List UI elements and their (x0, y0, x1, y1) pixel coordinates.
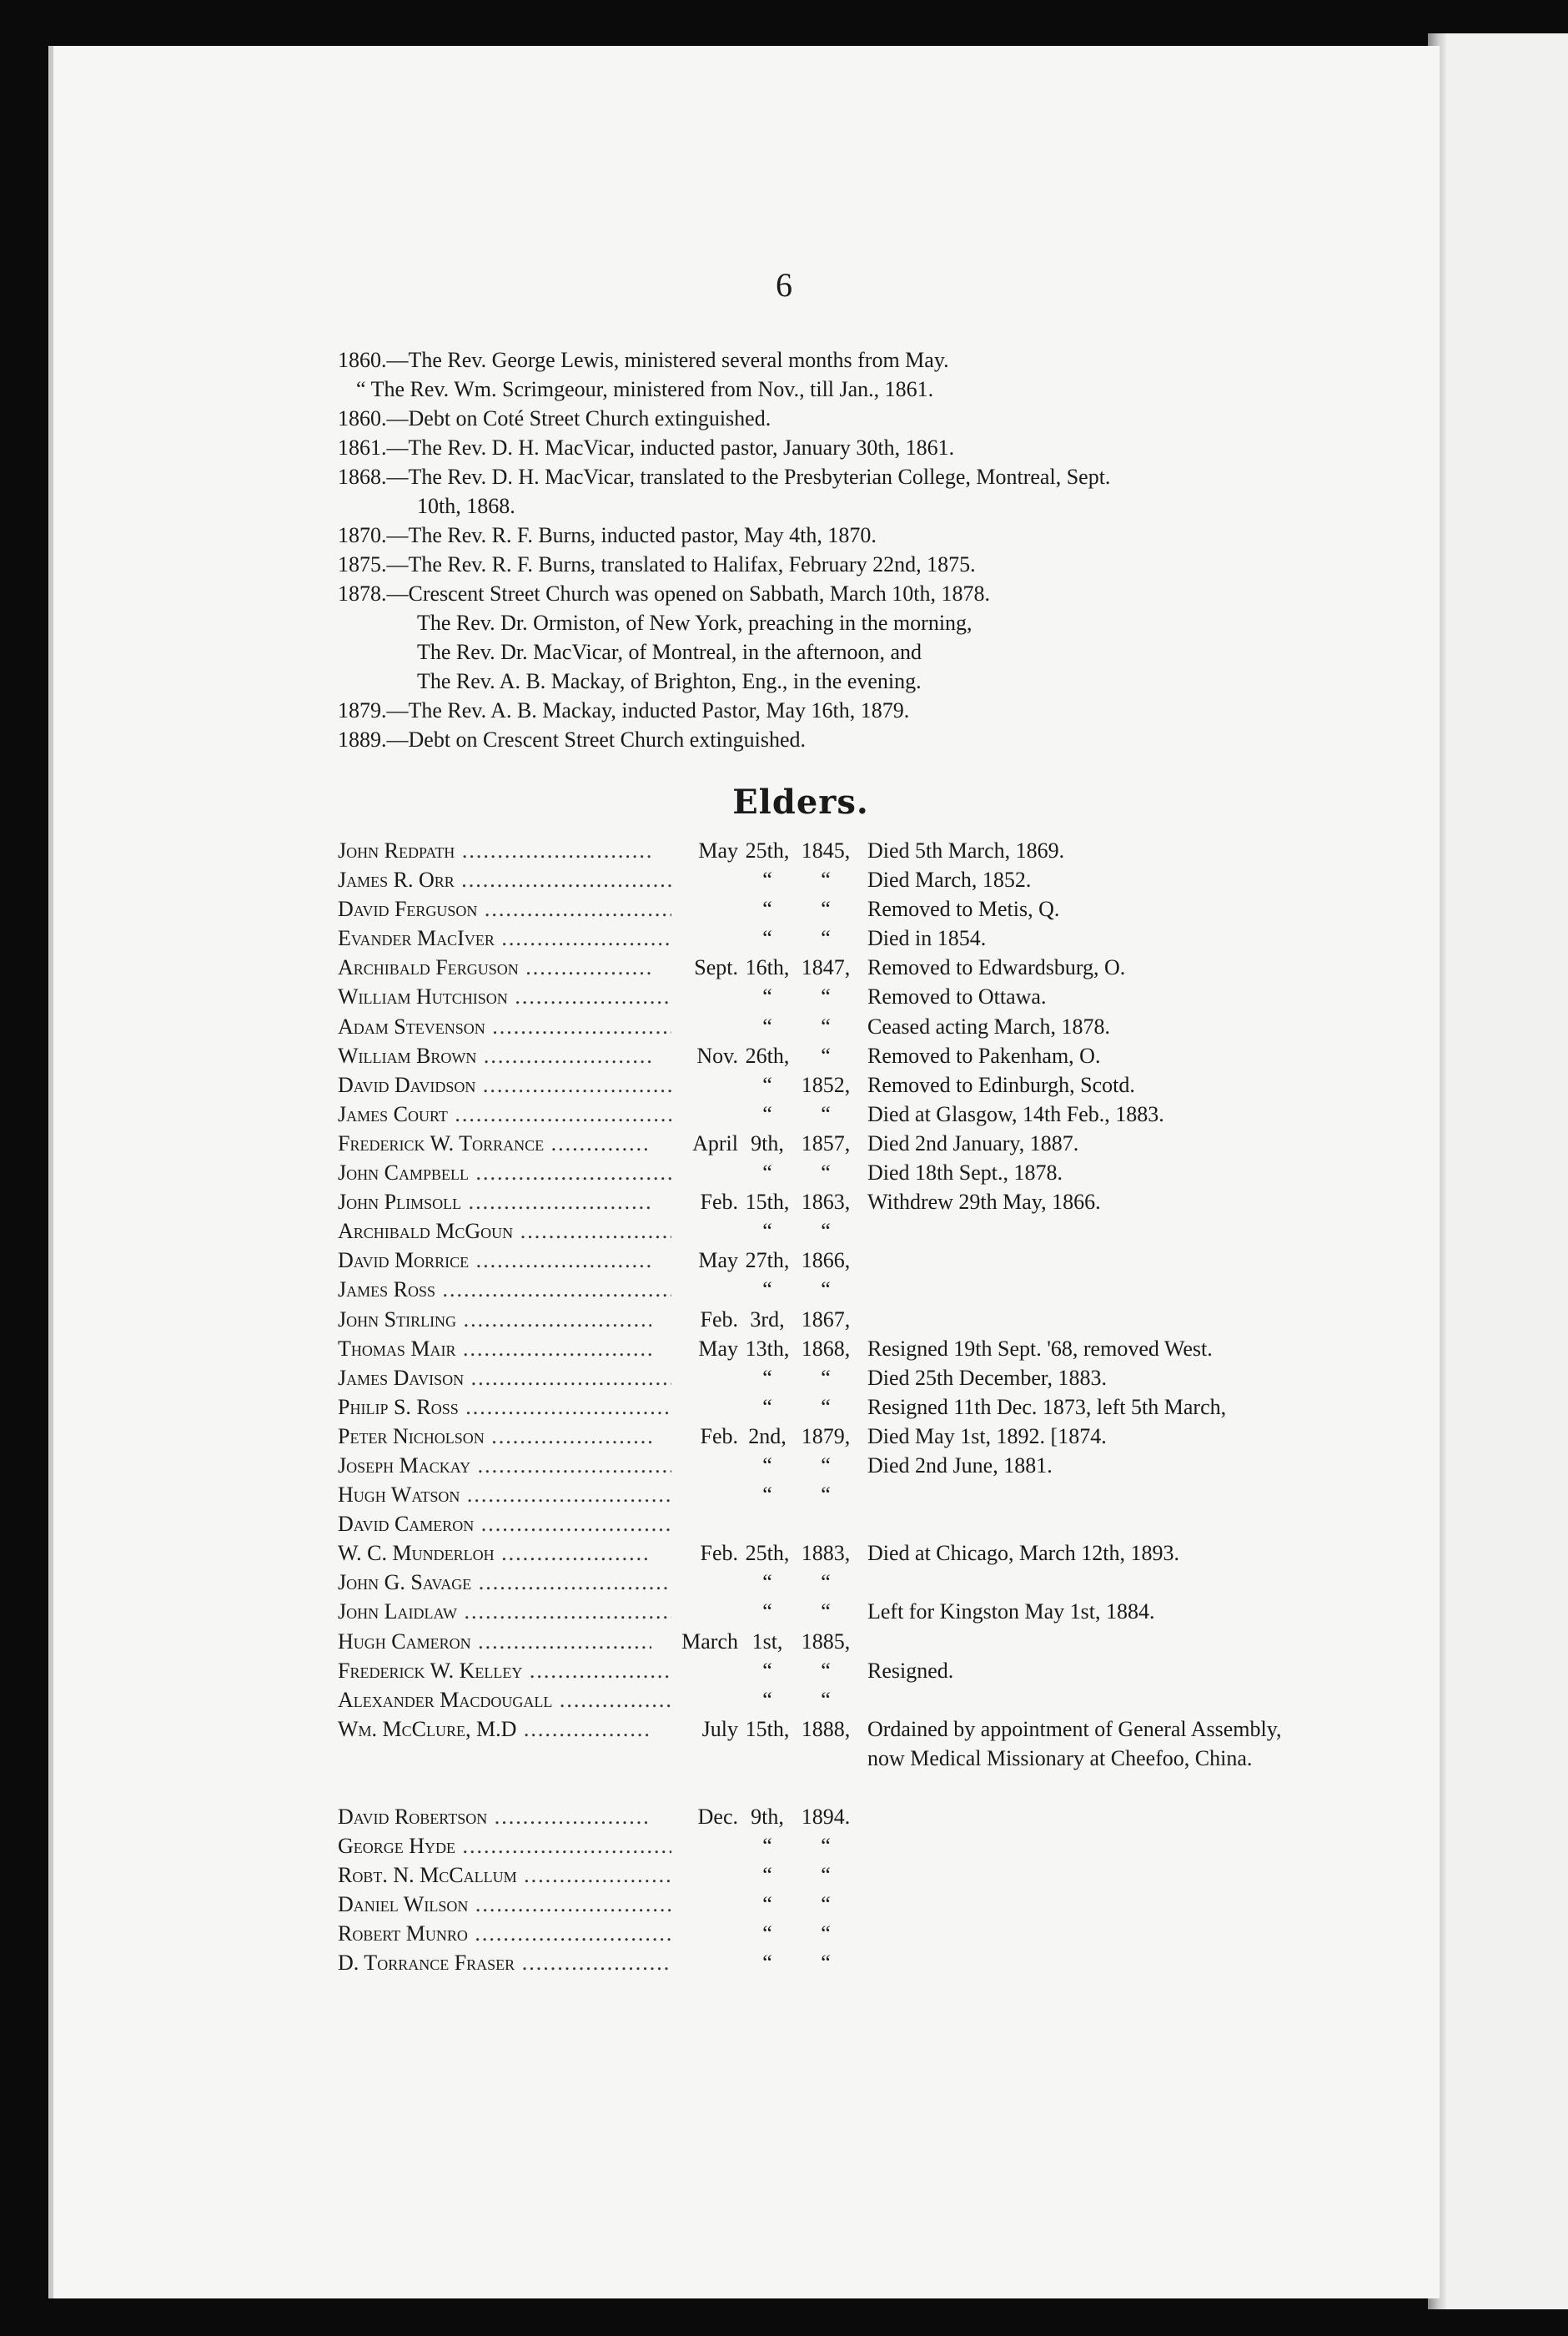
elder-name (338, 953, 671, 982)
elder-year: 1847, (801, 955, 851, 980)
elder-day: “ (762, 897, 772, 922)
elder-row (338, 1480, 1280, 1509)
elder-row (338, 1100, 1280, 1129)
elder-row (338, 1890, 1280, 1919)
elder-remark: Removed to Pakenham, O. (867, 1043, 1101, 1068)
elder-month: March (651, 1627, 738, 1656)
elder-year: 1879, (801, 1423, 851, 1448)
elder-year: “ (821, 1483, 831, 1508)
elder-year: 1852, (801, 1072, 851, 1097)
elder-remark: Died March, 1852. (867, 868, 1032, 893)
elder-day: “ (762, 1365, 772, 1390)
elder-month: Nov. (651, 1041, 738, 1070)
elder-name (338, 1627, 671, 1656)
elder-year: 1894. (801, 1804, 851, 1829)
elder-year: “ (821, 868, 831, 893)
elder-name-text: David Morrice (338, 1248, 470, 1273)
elder-year: “ (821, 1452, 831, 1478)
chronology-entry: 1889.—Debt on Crescent Street Church extinguished. (338, 727, 807, 752)
chronology-entry: 1860.—Debt on Coté Street Church extinguished. (338, 406, 771, 430)
elder-day: “ (762, 1452, 772, 1478)
elder-name (338, 1890, 671, 1919)
elder-row (338, 1246, 1280, 1275)
elder-row (338, 1656, 1280, 1685)
elder-name (338, 1363, 671, 1392)
elder-remark: Died in 1854. (867, 926, 987, 951)
elder-remark: Died at Glasgow, 14th Feb., 1883. (867, 1101, 1164, 1126)
elder-name-text: James Ross (338, 1277, 435, 1302)
elder-year: “ (821, 1160, 831, 1186)
elder-name (338, 1422, 671, 1451)
elder-year: “ (821, 1394, 831, 1419)
elder-day: “ (762, 1921, 772, 1946)
elder-name-text: Alexander Macdougall (338, 1687, 553, 1712)
elder-day: 15th, (745, 1190, 790, 1215)
elder-name (338, 1714, 671, 1744)
elder-name (338, 1860, 671, 1890)
elder-remark: Resigned. (867, 1658, 954, 1683)
elder-name-text: John Laidlaw (338, 1599, 458, 1624)
elder-year: “ (821, 1365, 831, 1390)
elder-name-text: Philip S. Ross (338, 1394, 459, 1419)
chronology-entry: 1868.—The Rev. D. H. MacVicar, translated to the Presbyterian College, Montreal, Sept. (338, 465, 1111, 489)
elder-name-text: Adam Stevenson (338, 1014, 485, 1039)
elder-name (338, 924, 671, 953)
elder-remark: Removed to Edinburgh, Scotd. (867, 1072, 1135, 1097)
elder-remark: Died 2nd June, 1881. (867, 1452, 1053, 1478)
elder-name (338, 1100, 671, 1129)
chronology-entry: 1878.—Crescent Street Church was opened on Sabbath, March 10th, 1878. (338, 581, 991, 606)
elder-day: “ (762, 1863, 772, 1887)
elder-day: “ (762, 1014, 772, 1039)
elder-row (338, 1802, 1280, 1831)
elder-name-text: Hugh Cameron (338, 1629, 471, 1654)
elder-name (338, 1948, 671, 1977)
elder-year: “ (821, 897, 831, 922)
elder-name-text: Daniel Wilson (338, 1892, 469, 1917)
elder-year: 1868, (801, 1336, 851, 1361)
elder-name (338, 982, 671, 1011)
elder-row (338, 1275, 1280, 1304)
elder-name (338, 1802, 671, 1831)
elder-year: 1888, (801, 1716, 851, 1741)
elder-month: April (651, 1129, 738, 1158)
elder-name (338, 1012, 671, 1041)
elder-row (338, 1685, 1280, 1714)
chronology-list (338, 345, 1264, 754)
elder-name (338, 1334, 671, 1363)
elder-row (338, 953, 1280, 982)
elder-name (338, 1187, 671, 1216)
chronology-entry-continuation: 10th, 1868. (417, 494, 515, 518)
elder-row (338, 1831, 1280, 1860)
elder-row (338, 1041, 1280, 1070)
elder-name-text: William Hutchison (338, 984, 508, 1009)
elder-row (338, 1860, 1280, 1890)
elder-day: 9th, (751, 1130, 784, 1155)
elder-name-text: Robt. N. McCallum (338, 1863, 517, 1887)
elder-row (338, 1392, 1280, 1422)
facing-page (1431, 33, 1568, 2309)
elder-name-text: W. C. Munderloh (338, 1541, 495, 1566)
elder-year: “ (821, 1658, 831, 1683)
elder-row (338, 1305, 1280, 1334)
elder-name-text: Peter Nicholson (338, 1423, 485, 1448)
elder-remark: Ceased acting March, 1878. (867, 1014, 1110, 1039)
elder-name (338, 1919, 671, 1948)
elder-name-text: John G. Savage (338, 1570, 472, 1595)
elder-name (338, 1070, 671, 1100)
elder-row (338, 1568, 1280, 1597)
elder-day: “ (762, 1833, 772, 1858)
elder-remark: Died 25th December, 1883. (867, 1365, 1108, 1390)
elder-year: “ (821, 1014, 831, 1039)
elder-name-text: Archibald McGoun (338, 1219, 514, 1244)
elder-row (338, 1012, 1280, 1041)
elder-row (338, 1158, 1280, 1187)
elder-remark: Died at Chicago, March 12th, 1893. (867, 1541, 1180, 1566)
elder-remark: Died May 1st, 1892. [1874. (867, 1423, 1107, 1448)
elder-remark: Removed to Ottawa. (867, 984, 1047, 1009)
chronology-entry: 1861.—The Rev. D. H. MacVicar, inducted pastor, January 30th, 1861. (338, 435, 955, 460)
elder-name (338, 894, 671, 924)
elder-name-text: D. Torrance Fraser (338, 1951, 515, 1976)
elder-name-text: John Stirling (338, 1306, 457, 1332)
elder-name (338, 1509, 671, 1538)
elder-remark: Withdrew 29th May, 1866. (867, 1190, 1101, 1215)
elder-day: “ (762, 1277, 772, 1302)
elder-name-text: Thomas Mair (338, 1336, 456, 1361)
elder-day: “ (762, 926, 772, 951)
elder-row (338, 1422, 1280, 1451)
elder-day: 27th, (745, 1248, 790, 1273)
elder-row (338, 894, 1280, 924)
elder-name (338, 1480, 671, 1509)
elder-remark: Removed to Edwardsburg, O. (867, 955, 1126, 980)
elder-name-text: Joseph Mackay (338, 1452, 471, 1478)
elder-remark: Died 5th March, 1869. (867, 838, 1065, 863)
elder-day: “ (762, 1570, 772, 1595)
elder-row (338, 1363, 1280, 1392)
elder-month: May (651, 1334, 738, 1363)
elder-year: “ (821, 1863, 831, 1887)
elder-name-text: David Davidson (338, 1072, 476, 1097)
chronology-entry-sub: The Rev. Dr. MacVicar, of Montreal, in the afternoon, and (417, 640, 922, 664)
elder-year: “ (821, 1043, 831, 1068)
elder-day: “ (762, 868, 772, 893)
elder-name (338, 1158, 671, 1187)
elder-name (338, 1041, 671, 1070)
elder-row (338, 1538, 1280, 1568)
elder-name-text: John Redpath (338, 838, 455, 863)
elder-day: “ (762, 1599, 772, 1624)
elder-day: “ (762, 984, 772, 1009)
elder-row (338, 982, 1280, 1011)
elder-name-text: William Brown (338, 1043, 477, 1068)
elder-year: 1845, (801, 838, 851, 863)
elder-day: “ (762, 1219, 772, 1244)
elder-month: Sept. (651, 953, 738, 982)
elder-year: 1866, (801, 1248, 851, 1273)
elder-year: 1885, (801, 1629, 851, 1654)
elder-row (338, 1509, 1280, 1538)
elder-name (338, 865, 671, 894)
elder-day: 25th, (745, 1541, 790, 1566)
elder-year: “ (821, 1599, 831, 1624)
elder-year: “ (821, 984, 831, 1009)
elder-month: July (651, 1714, 738, 1744)
chronology-entry: “ The Rev. Wm. Scrimgeour, ministered from Nov., till Jan., 1861. (356, 377, 934, 401)
elder-name-text: Hugh Watson (338, 1483, 460, 1508)
elder-remark: Died 2nd January, 1887. (867, 1130, 1079, 1155)
elder-name-text: John Campbell (338, 1160, 469, 1186)
page-number: 6 (776, 266, 792, 304)
elder-row (338, 865, 1280, 894)
elder-year: “ (821, 1101, 831, 1126)
elder-day: “ (762, 1101, 772, 1126)
elder-year: 1863, (801, 1190, 851, 1215)
elder-name (338, 1275, 671, 1304)
elder-year: “ (821, 926, 831, 951)
chronology-entry: 1870.—The Rev. R. F. Burns, inducted pastor, May 4th, 1870. (338, 523, 877, 547)
elder-remark: Ordained by appointment of General Assembly, now Medical Missionary at Cheefoo, China. (867, 1716, 1282, 1770)
elder-name-text: David Robertson (338, 1804, 488, 1829)
elder-name-text: Archibald Ferguson (338, 955, 519, 980)
elder-day: 16th, (745, 955, 790, 980)
elder-day: 25th, (745, 838, 790, 863)
elder-row (338, 1451, 1280, 1480)
elder-name (338, 1392, 671, 1422)
elder-name-text: James R. Orr (338, 868, 455, 893)
elder-name (338, 1305, 671, 1334)
elder-name-text: Frederick W. Torrance (338, 1130, 545, 1155)
chronology-entry: 1860.—The Rev. George Lewis, ministered several months from May. (338, 348, 949, 372)
elder-row (338, 1948, 1280, 1977)
elder-year: “ (821, 1219, 831, 1244)
elder-day: “ (762, 1658, 772, 1683)
elder-month: May (651, 1246, 738, 1275)
elder-name (338, 1597, 671, 1626)
elder-year: 1867, (801, 1306, 851, 1332)
elder-name-text: John Plimsoll (338, 1190, 462, 1215)
chronology-entry: 1879.—The Rev. A. B. Mackay, inducted Pastor, May 16th, 1879. (338, 698, 910, 722)
elder-row (338, 924, 1280, 953)
elder-name (338, 1451, 671, 1480)
elder-name (338, 1538, 671, 1568)
elders-list (338, 836, 1280, 1977)
elder-year: “ (821, 1277, 831, 1302)
elder-name-text: Wm. McClure, M.D (338, 1716, 517, 1741)
elder-name-text: Robert Munro (338, 1921, 468, 1946)
elder-day: “ (762, 1687, 772, 1712)
elder-row (338, 1070, 1280, 1100)
elder-month: Feb. (651, 1422, 738, 1451)
elder-year: “ (821, 1921, 831, 1946)
elder-remark: Resigned 11th Dec. 1873, left 5th March, (867, 1394, 1227, 1419)
elder-name-text: James Davison (338, 1365, 465, 1390)
elder-row (338, 1714, 1280, 1802)
elder-month: Dec. (651, 1802, 738, 1831)
elder-year: “ (821, 1833, 831, 1858)
elder-year: “ (821, 1892, 831, 1917)
elder-day: 13th, (745, 1336, 790, 1361)
elder-month: Feb. (651, 1305, 738, 1334)
elder-name-text: David Ferguson (338, 897, 478, 922)
elder-year: “ (821, 1570, 831, 1595)
elder-month: Feb. (651, 1538, 738, 1568)
elder-row (338, 1129, 1280, 1158)
elder-year: “ (821, 1951, 831, 1976)
elder-name-text: David Cameron (338, 1512, 475, 1537)
elder-row (338, 1216, 1280, 1246)
elder-day: 26th, (745, 1043, 790, 1068)
elder-row (338, 1597, 1280, 1626)
elder-name (338, 1831, 671, 1860)
elder-name-text: Frederick W. Kelley (338, 1658, 523, 1683)
elder-row (338, 1334, 1280, 1363)
elder-month: Feb. (651, 1187, 738, 1216)
elder-name-text: George Hyde (338, 1833, 456, 1858)
elder-name (338, 836, 671, 865)
elder-row (338, 836, 1280, 865)
elder-name-text: Evander MacIver (338, 926, 495, 951)
elder-remark: Resigned 19th Sept. '68, removed West. (867, 1336, 1213, 1361)
elder-day: “ (762, 1892, 772, 1917)
elder-day: “ (762, 1394, 772, 1419)
elder-name (338, 1246, 671, 1275)
elder-day: 9th, (751, 1804, 784, 1829)
elder-day: 3rd, (750, 1306, 785, 1332)
elder-year: “ (821, 1687, 831, 1712)
elder-name (338, 1685, 671, 1714)
elder-row (338, 1187, 1280, 1216)
elder-name (338, 1129, 671, 1158)
elder-name-text: James Court (338, 1101, 448, 1126)
elder-row (338, 1627, 1280, 1656)
elder-day: “ (762, 1160, 772, 1186)
elder-name (338, 1216, 671, 1246)
elder-remark: Left for Kingston May 1st, 1884. (867, 1599, 1155, 1624)
elder-day: “ (762, 1951, 772, 1976)
chronology-entry-sub: The Rev. A. B. Mackay, of Brighton, Eng., in the evening. (417, 669, 922, 693)
elder-day: 15th, (745, 1716, 790, 1741)
elder-year: 1883, (801, 1541, 851, 1566)
elder-day: “ (762, 1072, 772, 1097)
elder-remark: Removed to Metis, Q. (867, 897, 1060, 922)
elder-row (338, 1919, 1280, 1948)
elder-day: 1st, (751, 1629, 783, 1654)
elder-name (338, 1656, 671, 1685)
chronology-entry: 1875.—The Rev. R. F. Burns, translated to Halifax, February 22nd, 1875. (338, 552, 976, 576)
section-title-elders: Elders. (732, 783, 869, 822)
elder-day: 2nd, (748, 1423, 787, 1448)
chronology-entry-sub: The Rev. Dr. Ormiston, of New York, preaching in the morning, (417, 611, 972, 635)
elder-day: “ (762, 1483, 772, 1508)
elder-name (338, 1568, 671, 1597)
elder-remark: Died 18th Sept., 1878. (867, 1160, 1063, 1186)
elder-month: May (651, 836, 738, 865)
elder-year: 1857, (801, 1130, 851, 1155)
